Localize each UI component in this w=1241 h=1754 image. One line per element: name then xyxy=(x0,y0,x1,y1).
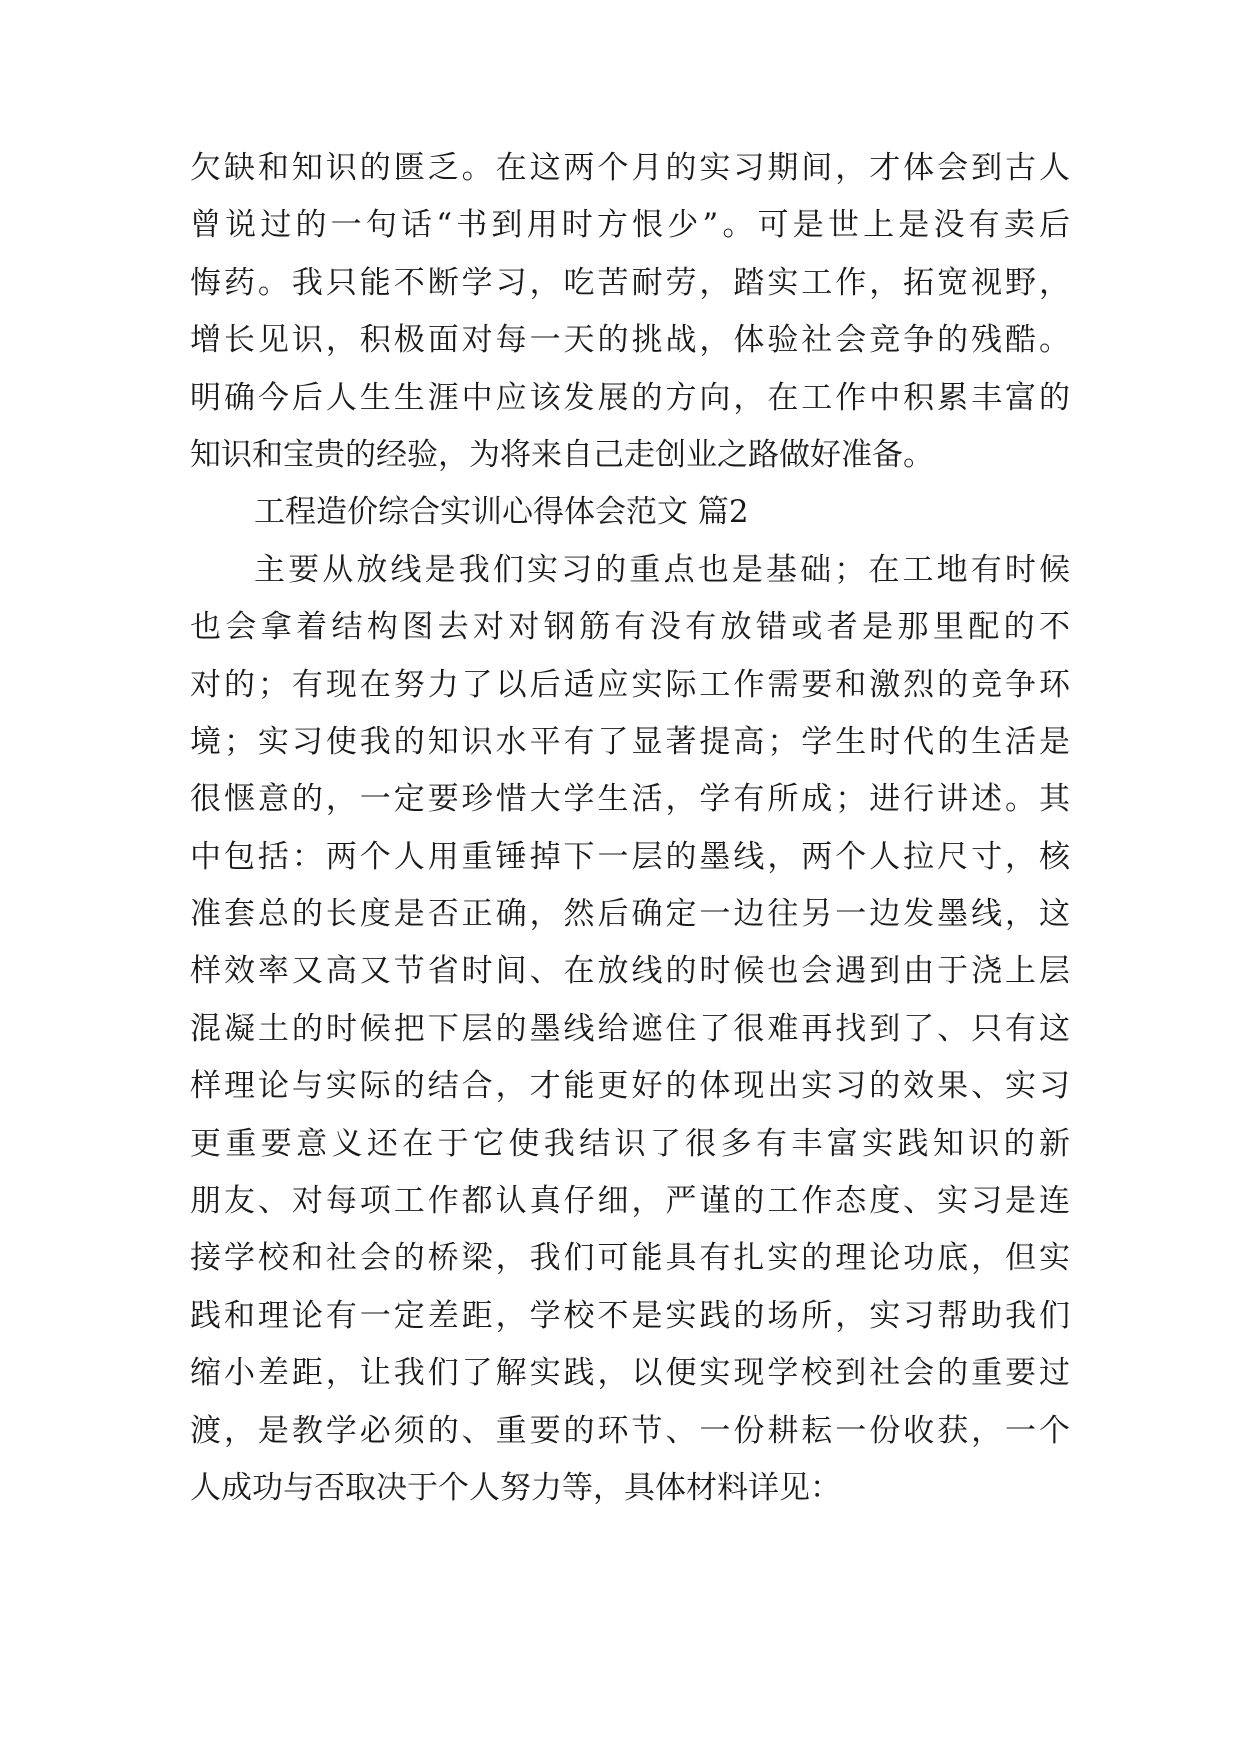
section-heading: 工程造价综合实训心得体会范文 篇2 xyxy=(254,494,749,531)
text-line: 中包括：两个人用重锤掉下一层的墨线，两个人拉尺寸，核 xyxy=(190,838,1070,875)
text-line: 很惬意的，一定要珍惜大学生活，学有所成；进行讲述。其 xyxy=(190,781,1070,818)
text-line: 明确今后人生生涯中应该发展的方向，在工作中积累丰富的 xyxy=(190,379,1070,416)
text-line: 悔药。我只能不断学习，吃苦耐劳，踏实工作，拓宽视野， xyxy=(190,264,1070,301)
text-line: 曾说过的一句话“书到用时方恨少”。可是世上是没有卖后 xyxy=(190,207,1070,244)
text-line: 人成功与否取决于个人努力等，具体材料详见： xyxy=(190,1469,841,1506)
text-line: 也会拿着结构图去对对钢筋有没有放错或者是那里配的不 xyxy=(190,609,1070,646)
text-line: 混凝土的时候把下层的墨线给遮住了很难再找到了、只有这 xyxy=(190,1010,1070,1047)
text-line: 欠缺和知识的匮乏。在这两个月的实习期间，才体会到古人 xyxy=(190,150,1070,186)
paragraph-2 xyxy=(190,542,1070,1518)
text-line: 缩小差距，让我们了解实践，以便实现学校到社会的重要过 xyxy=(190,1355,1070,1392)
text-line: 对的；有现在努力了以后适应实际工作需要和激烈的竞争环 xyxy=(190,666,1070,703)
paragraph-1 xyxy=(190,140,1070,484)
text-line: 渡，是教学必须的、重要的环节、一份耕耘一份收获，一个 xyxy=(190,1412,1070,1449)
text-line: 样理论与实际的结合，才能更好的体现出实习的效果、实习 xyxy=(190,1068,1070,1105)
text-line: 知识和宝贵的经验，为将来自己走创业之路做好准备。 xyxy=(190,436,934,473)
text-line: 主要从放线是我们实习的重点也是基础；在工地有时候 xyxy=(254,551,1070,588)
text-line: 境；实习使我的知识水平有了显著提高；学生时代的生活是 xyxy=(190,723,1070,760)
text-line: 样效率又高又节省时间、在放线的时候也会遇到由于浇上层 xyxy=(190,953,1070,990)
text-line: 朋友、对每项工作都认真仔细，严谨的工作态度、实习是连 xyxy=(190,1183,1070,1220)
text-line: 准套总的长度是否正确，然后确定一边往另一边发墨线，这 xyxy=(190,896,1070,933)
document-body xyxy=(190,140,1070,1517)
text-line: 接学校和社会的桥梁，我们可能具有扎实的理论功底，但实 xyxy=(190,1240,1070,1277)
text-line: 更重要意义还在于它使我结识了很多有丰富实践知识的新 xyxy=(190,1125,1070,1162)
text-line: 增长见识，积极面对每一天的挑战，体验社会竞争的残酷。 xyxy=(190,322,1070,359)
text-line: 践和理论有一定差距，学校不是实践的场所，实习帮助我们 xyxy=(190,1297,1070,1334)
